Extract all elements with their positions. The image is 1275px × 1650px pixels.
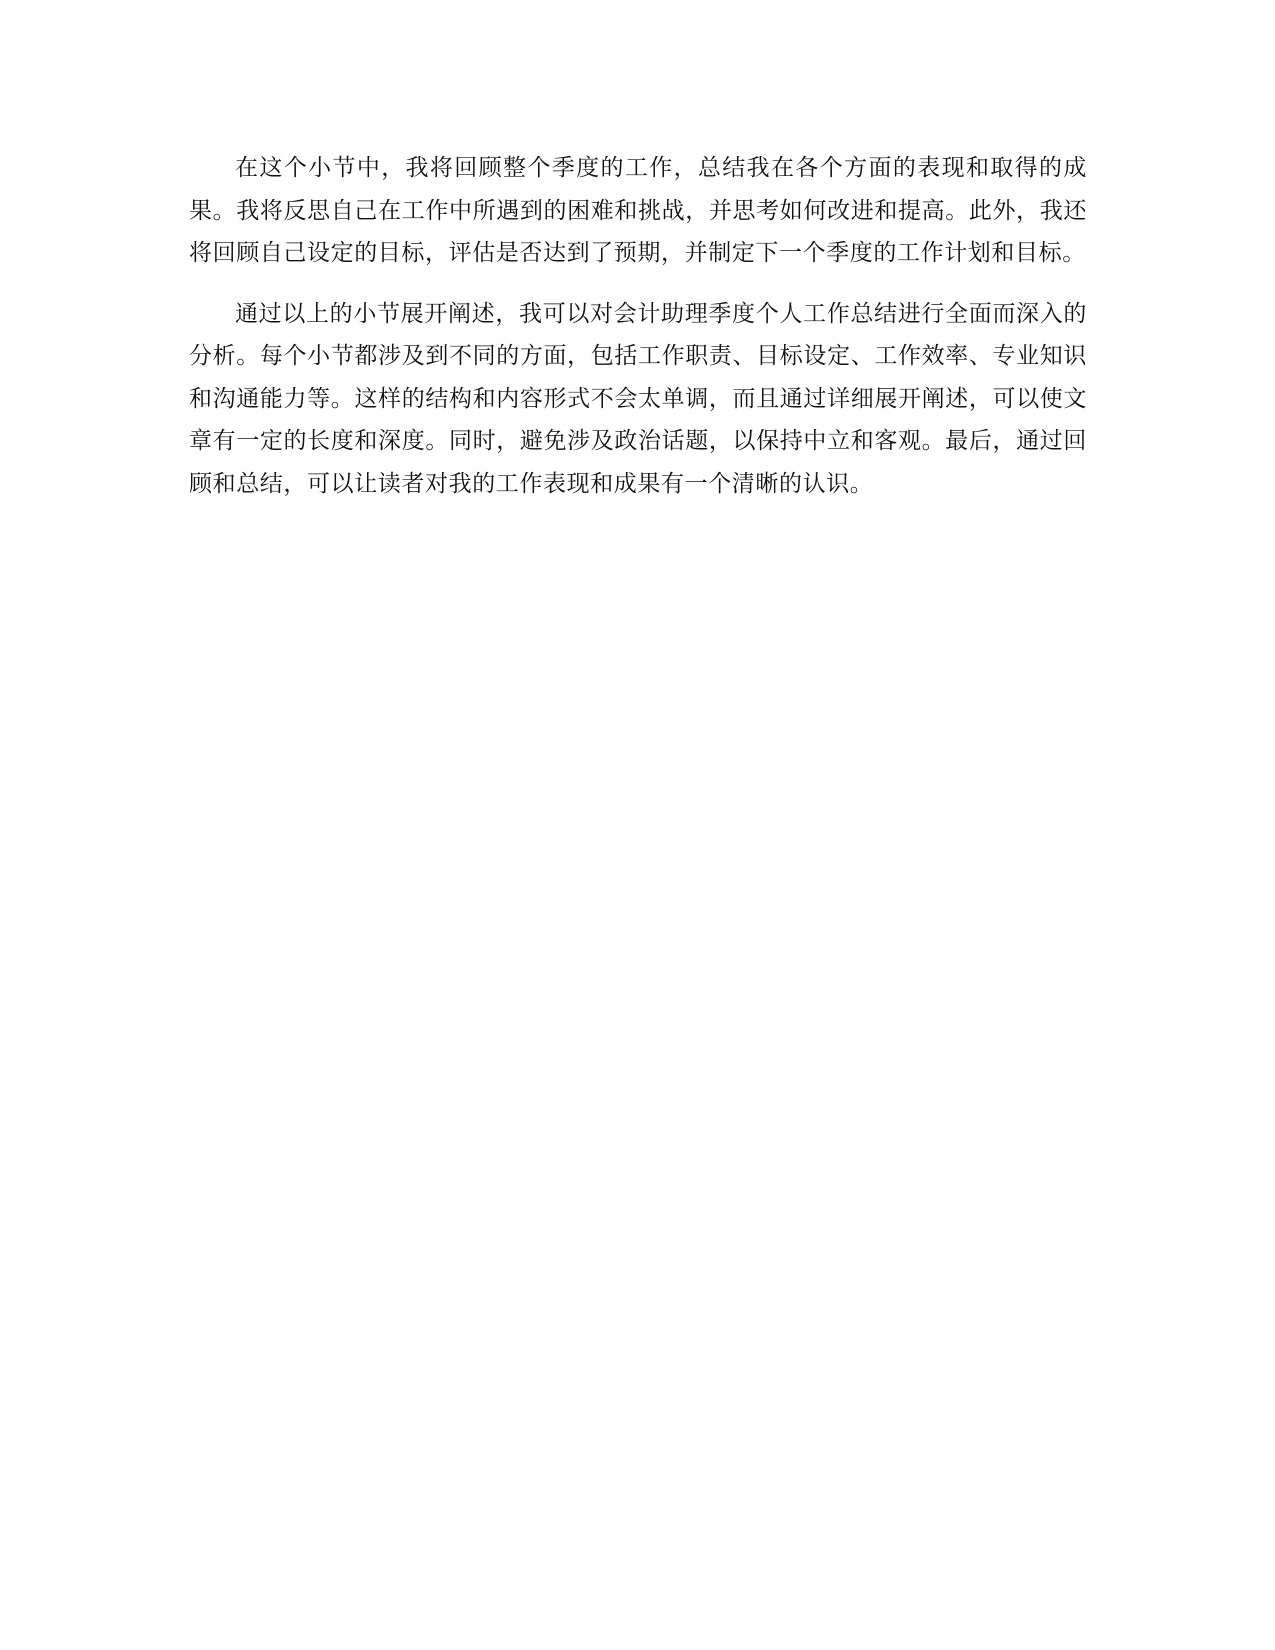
paragraph-conclusion: 通过以上的小节展开阐述，我可以对会计助理季度个人工作总结进行全面而深入的分析。每个小节都涉及到不同的方面，包括工作职责、目标设定、工作效率、专业知识和沟通能力等。这样的结构和内容形式不会太单调，而且通过详细展开阐述，可以使文章有一定的长度和深度。同时，避免涉及政治话题，以保持中立和客观。最后，通过回顾和总结，可以让读者对我的工作表现和成果有一个清晰的认识。 <box>189 300 1087 497</box>
paragraph-reflection: 在这个小节中，我将回顾整个季度的工作，总结我在各个方面的表现和取得的成果。我将反思自己在工作中所遇到的困难和挑战，并思考如何改进和提高。此外，我还将回顾自己设定的目标，评估是否达到了预期，并制定下一个季度的工作计划和目标。 <box>189 155 1087 266</box>
document-body <box>189 147 1087 523</box>
